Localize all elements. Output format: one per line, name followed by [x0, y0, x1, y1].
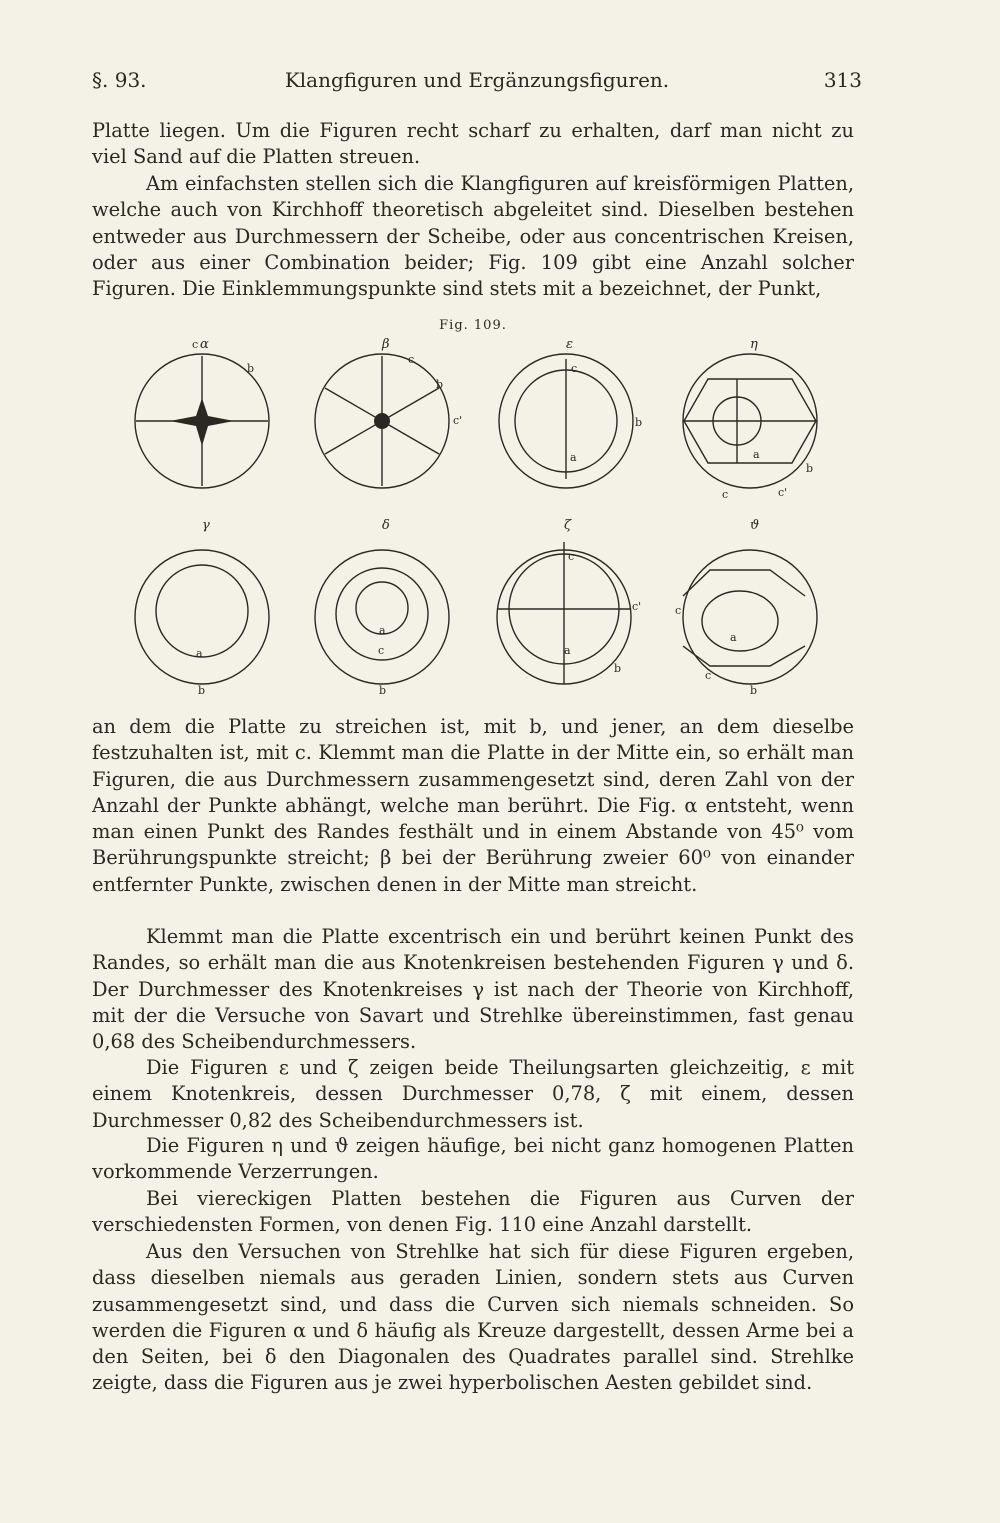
paragraph-4: Klemmt man die Platte excentrisch ein und berührt keinen Punkt des Randes, so erhält man die aus Knotenkreisen bestehenden Figuren γ und δ. Der Durchmesser des Knotenkreises γ ist nach der Theorie von Kirchhoff, mit der die Versuche von Savart und Strehlke übereinstimmen, fast genau 0,68 des Scheibendurchmessers.	[92, 925, 854, 1054]
subfigure-theta	[683, 550, 817, 684]
subfigure-delta	[315, 550, 449, 684]
figure-label: Fig. 109.	[439, 318, 507, 333]
subfigure-greek-label: β	[382, 337, 390, 352]
paragraph-6: Die Figuren η und ϑ zeigen häufige, bei nicht ganz homogenen Platten vorkommende Verzerrungen.	[92, 1134, 854, 1184]
subfigure-point-label: c	[705, 669, 712, 682]
subfigure-point-label: c'	[632, 600, 642, 613]
figure-109	[120, 334, 840, 704]
subfigure-point-label: c'	[778, 486, 788, 499]
subfigure-eta	[683, 354, 817, 488]
subfigure-greek-label: ζ	[564, 518, 572, 533]
subfigure-point-label: a	[196, 647, 203, 660]
subfigure-point-label: a	[380, 418, 387, 431]
subfigure-point-label: a	[564, 644, 571, 657]
paragraph-5: Die Figuren ε und ζ zeigen beide Theilungsarten gleichzeitig, ε mit einem Knotenkreis, dessen Durchmesser 0,78, ζ mit einem, dessen Durchmesser 0,82 des Scheibendurchmessers ist.	[92, 1056, 854, 1132]
section-number: §. 93.	[92, 68, 147, 92]
page-number: 313	[823, 68, 862, 92]
subfigure-point-label: b	[436, 378, 444, 391]
subfigure-gamma	[135, 550, 269, 684]
subfigure-point-label: c'	[453, 414, 463, 427]
subfigure-point-label: b	[247, 362, 255, 375]
subfigure-greek-label: α	[200, 337, 209, 352]
subfigure-point-label: c	[571, 362, 578, 375]
subfigure-point-label: b	[750, 684, 758, 697]
subfigure-epsilon	[499, 354, 633, 488]
running-title: Klangfiguren und Ergänzungsfiguren.	[284, 68, 670, 92]
paragraph-3: an dem die Platte zu streichen ist, mit b, und jener, an dem dieselbe festzuhalten ist, mit c. Klemmt man die Platte in der Mitte ein, so erhält man Figuren, die aus Durchmessern zusammengesetzt sind, deren Zahl von der Anzahl der Punkte abhängt, welche man berührt. Die Fig. α entsteht, wenn man einen Punkt des Randes festhält und in einem Abstande von 45⁰ vom Berührungspunkte streicht; β bei der Berührung zweier 60⁰ von einander entfernter Punkte, zwischen denen in der Mitte man streicht.	[92, 715, 854, 896]
subfigure-point-label: c	[192, 338, 199, 351]
subfigure-greek-label: ϑ	[750, 518, 760, 533]
subfigure-point-label: b	[379, 684, 387, 697]
subfigure-point-label: a	[202, 416, 209, 429]
subfigure-greek-label: δ	[382, 518, 390, 533]
subfigure-point-label: b	[614, 662, 622, 675]
subfigure-greek-label: ε	[566, 337, 573, 352]
subfigure-point-label: b	[806, 462, 814, 475]
paragraph-8: Aus den Versuchen von Strehlke hat sich für diese Figuren ergeben, dass dieselben niemals aus geraden Linien, sondern stets aus Curven zusammengesetzt sind, und dass die Curven sich niemals schneiden. So werden die Figuren α und δ häufig als Kreuze dargestellt, dessen Arme bei a den Seiten, bei δ den Diagonalen des Quadrates parallel sind. Strehlke zeigte, dass die Figuren aus je zwei hyperbolischen Aesten gebildet sind.	[92, 1240, 854, 1395]
subfigure-point-label: c	[675, 604, 682, 617]
subfigure-greek-label: η	[750, 337, 758, 352]
subfigure-greek-label: γ	[202, 518, 210, 533]
subfigure-point-label: c	[408, 353, 415, 366]
subfigure-point-label: b	[635, 416, 643, 429]
subfigure-point-label: a	[730, 631, 737, 644]
subfigure-zeta	[497, 542, 631, 684]
subfigure-point-label: c	[722, 488, 729, 501]
subfigure-point-label: c	[568, 550, 575, 563]
running-header	[92, 68, 862, 98]
figure-109-drawing	[120, 334, 840, 704]
subfigure-point-label: a	[753, 448, 760, 461]
subfigure-point-label: a	[570, 451, 577, 464]
paragraph-2: Am einfachsten stellen sich die Klangfiguren auf kreisförmigen Platten, welche auch von Kirchhoff theoretisch abgeleitet sind. Dieselben bestehen entweder aus Durchmessern der Scheibe, oder aus concentrischen Kreisen, oder aus einer Combination beider; Fig. 109 gibt eine Anzahl solcher Figuren. Die Einklemmungspunkte sind stets mit a bezeichnet, der Punkt,	[92, 172, 854, 301]
subfigure-point-label: c	[378, 644, 385, 657]
paragraph-7: Bei viereckigen Platten bestehen die Figuren aus Curven der verschiedensten Formen, von denen Fig. 110 eine Anzahl darstellt.	[92, 1187, 854, 1237]
subfigure-point-label: a	[379, 624, 386, 637]
paragraph-1: Platte liegen. Um die Figuren recht scharf zu erhalten, darf man nicht zu viel Sand auf die Platten streuen.	[92, 119, 854, 169]
subfigure-point-label: b	[198, 684, 206, 697]
